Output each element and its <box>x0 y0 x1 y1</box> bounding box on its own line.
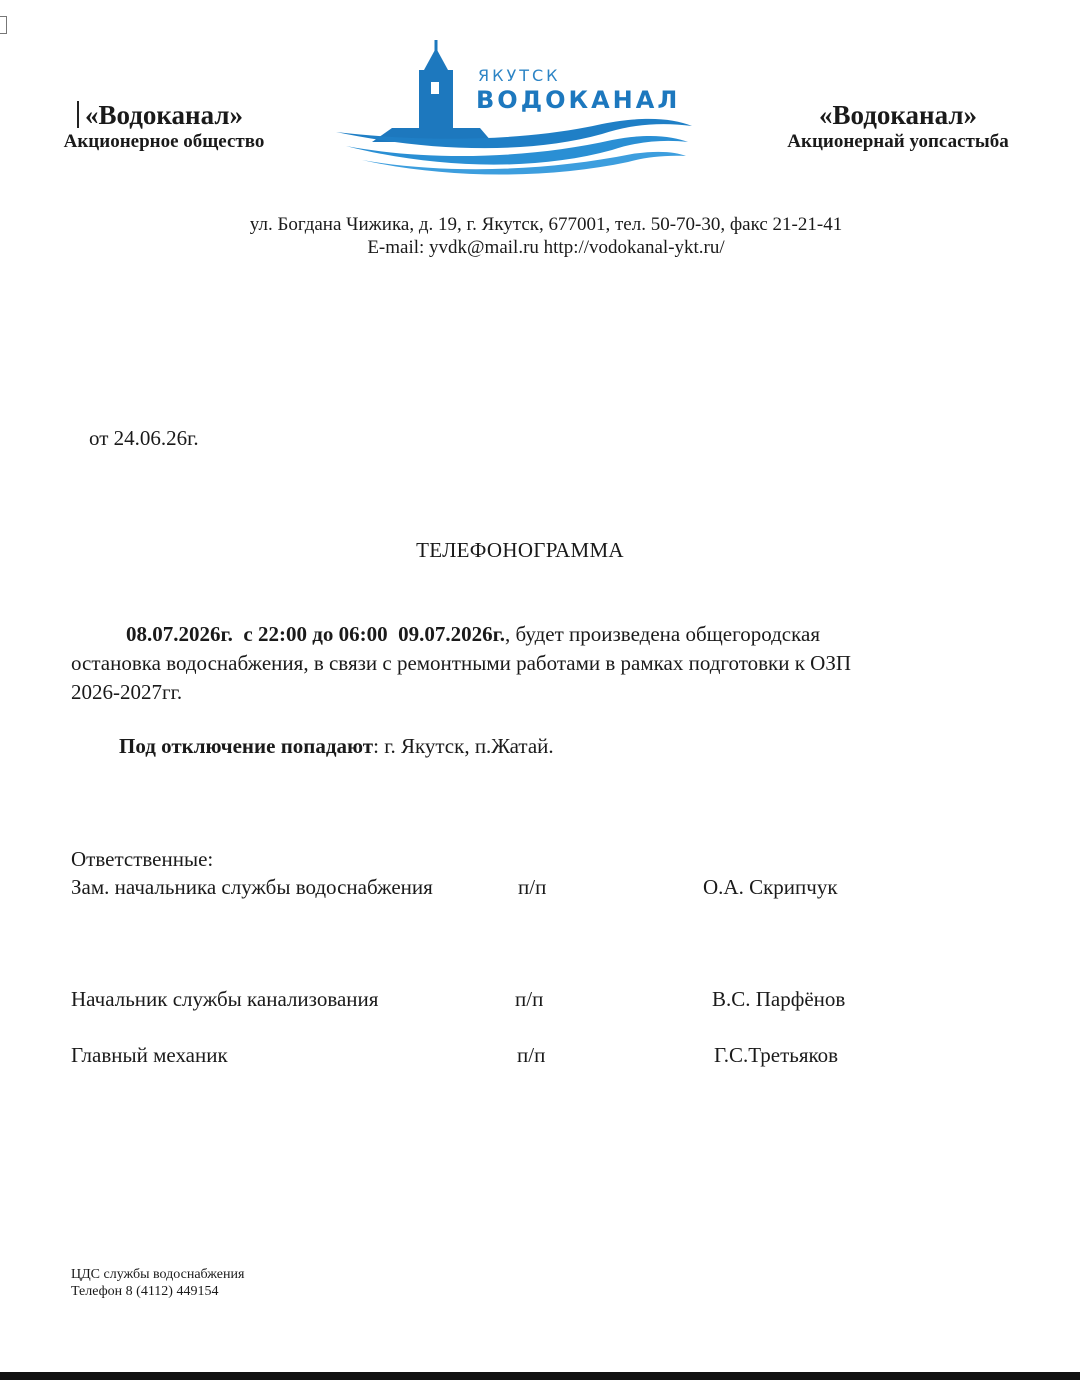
dispatch-footer <box>71 1266 244 1300</box>
affected-label: Под отключение попадают <box>119 734 374 758</box>
footer-service: ЦДС службы водоснабжения <box>71 1267 245 1282</box>
affected-areas <box>119 734 554 759</box>
notice-date-from: 08.07.2026г. <box>126 622 233 646</box>
left-org-type: Акционерное общество <box>63 131 265 152</box>
signature-mark: п/п <box>518 875 547 899</box>
notice-line-1 <box>71 620 1001 649</box>
document-title: ТЕЛЕФОНОГРАММА <box>416 538 624 562</box>
signature-position: Начальник службы канализования <box>71 987 379 1011</box>
left-org-name: «Водоканал» <box>85 100 243 130</box>
signature-name: О.А. Скрипчук <box>703 875 838 899</box>
responsible-title: Ответственные: <box>71 847 214 871</box>
address-line: ул. Богдана Чижика, д. 19, г. Якутск, 677001, тел. 50-70-30, факс 21-21-41 <box>249 214 843 235</box>
bottom-edge-bar <box>0 1372 1080 1380</box>
signature-mark: п/п <box>517 1043 546 1067</box>
signature-position: Главный механик <box>71 1043 228 1067</box>
notice-line-2: остановка водоснабжения, в связи с ремонтными работами в рамках подготовки к ОЗП <box>71 651 852 675</box>
right-org-header <box>776 100 1020 154</box>
notice-line-3: 2026-2027гг. <box>71 680 183 704</box>
signature-name: Г.С.Третьяков <box>714 1043 839 1067</box>
notice-body <box>71 620 1001 707</box>
notice-date-to: 09.07.2026г. <box>398 622 506 646</box>
signature-name: В.С. Парфёнов <box>712 987 846 1011</box>
org-address <box>0 213 1080 259</box>
signature-row <box>0 1043 1080 1073</box>
footer-phone: Телефон 8 (4112) 449154 <box>71 1284 219 1299</box>
text-cursor <box>77 101 79 128</box>
notice-line-1-rest: , будет произведена общегородская <box>505 622 820 646</box>
notice-time-range: с 22:00 до 06:00 <box>243 622 388 646</box>
right-org-type: Акционернай уопсастыба <box>787 131 1009 152</box>
signature-position: Зам. начальника службы водоснабжения <box>71 875 433 899</box>
logo-city-text: ЯКУТСК <box>478 66 561 85</box>
affected-value: : г. Якутск, п.Жатай. <box>373 734 554 758</box>
window-edge-mark <box>0 16 7 34</box>
logo-name-text: ВОДОКАНАЛ <box>476 86 681 114</box>
document-date: от 24.06.26г. <box>89 426 199 450</box>
signature-mark: п/п <box>515 987 544 1011</box>
left-org-header <box>56 100 272 154</box>
contact-line: E-mail: yvdk@mail.ru http://vodokanal-ykt.ru/ <box>367 237 725 258</box>
right-org-name: «Водоканал» <box>819 100 977 130</box>
signature-row <box>0 875 1080 905</box>
signature-row <box>0 987 1080 1017</box>
